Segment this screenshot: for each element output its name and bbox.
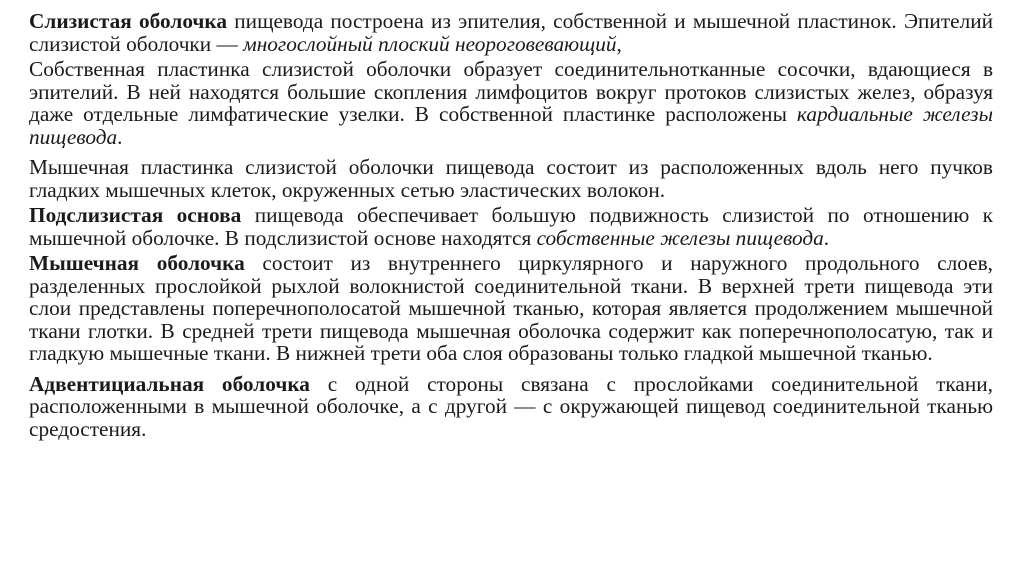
- lamina-propria-text-2: .: [117, 124, 123, 149]
- term-muscularis: Мышечная оболочка: [29, 251, 245, 275]
- paragraph-mucosa: [29, 10, 993, 55]
- muscularis-mucosae-text: Мышечная пластинка слизистой оболочки пищевода состоит из расположенных вдоль него пучков гладких мышечных клеток, окруженных сетью эластических волокон.: [29, 155, 993, 202]
- submucosa-text-2: .: [823, 225, 830, 250]
- paragraph-submucosa: [29, 204, 993, 249]
- submucosa-text-1: пищевода обеспечивает большую подвижность слизистой по отношению к мышечной оболочке. В подслизистой основе находятся: [29, 203, 993, 250]
- muscularis-text: состоит из внутреннего циркулярного и наружного продольного слоев, разделенных прослойкой рыхлой волокнистой соединительной ткани. В верхней трети пищевода эти слои представлены поперечнополосатой мышечной тканью, которая является продолжением мышечной ткани глотки. В средней трети пищевода мышечная оболочка содержит как поперечнополосатую, так и гладкую мышечные ткани. В нижней трети оба слоя образованы только гладкой мышечной тканью.: [29, 251, 993, 365]
- lamina-propria-text-1: Собственная пластинка слизистой оболочки образует соединительнотканные сосочки, вдающиеся в эпителий. В ней находятся большие скопления лимфоцитов вокруг протоков слизистых желез, образуя даже отдельные лимфатические узелки. В собственной пластинке расположены: [29, 57, 993, 126]
- esophageal-glands-term: собственные железы пищевода: [536, 225, 824, 250]
- term-submucosa: Подслизистая основа: [29, 203, 242, 227]
- mucosa-text-2: ,: [616, 31, 622, 56]
- slide-content: [29, 10, 993, 440]
- adventitia-text: с одной стороны связана с прослойками соединительной ткани, расположенными в мышечной оболочке, а с другой — с окружающей пищевод соединительной тканью средостения.: [29, 371, 994, 441]
- paragraph-adventitia: [29, 373, 993, 441]
- cardiac-glands-term: кардиальные железы пищевода: [29, 102, 993, 149]
- mucosa-epithelium-type: многослойный плоский неороговевающий: [243, 31, 617, 56]
- paragraph-muscularis-mucosae: [29, 156, 993, 201]
- paragraph-muscularis: [29, 252, 993, 365]
- term-adventitia: Адвентициальная оболочка: [29, 371, 310, 396]
- mucosa-text-1: пищевода построена из эпителия, собственной и мышечной пластинок. Эпителий слизистой оболочки —: [29, 9, 993, 56]
- paragraph-lamina-propria: [29, 58, 993, 148]
- term-mucosa: Слизистая оболочка: [29, 9, 228, 33]
